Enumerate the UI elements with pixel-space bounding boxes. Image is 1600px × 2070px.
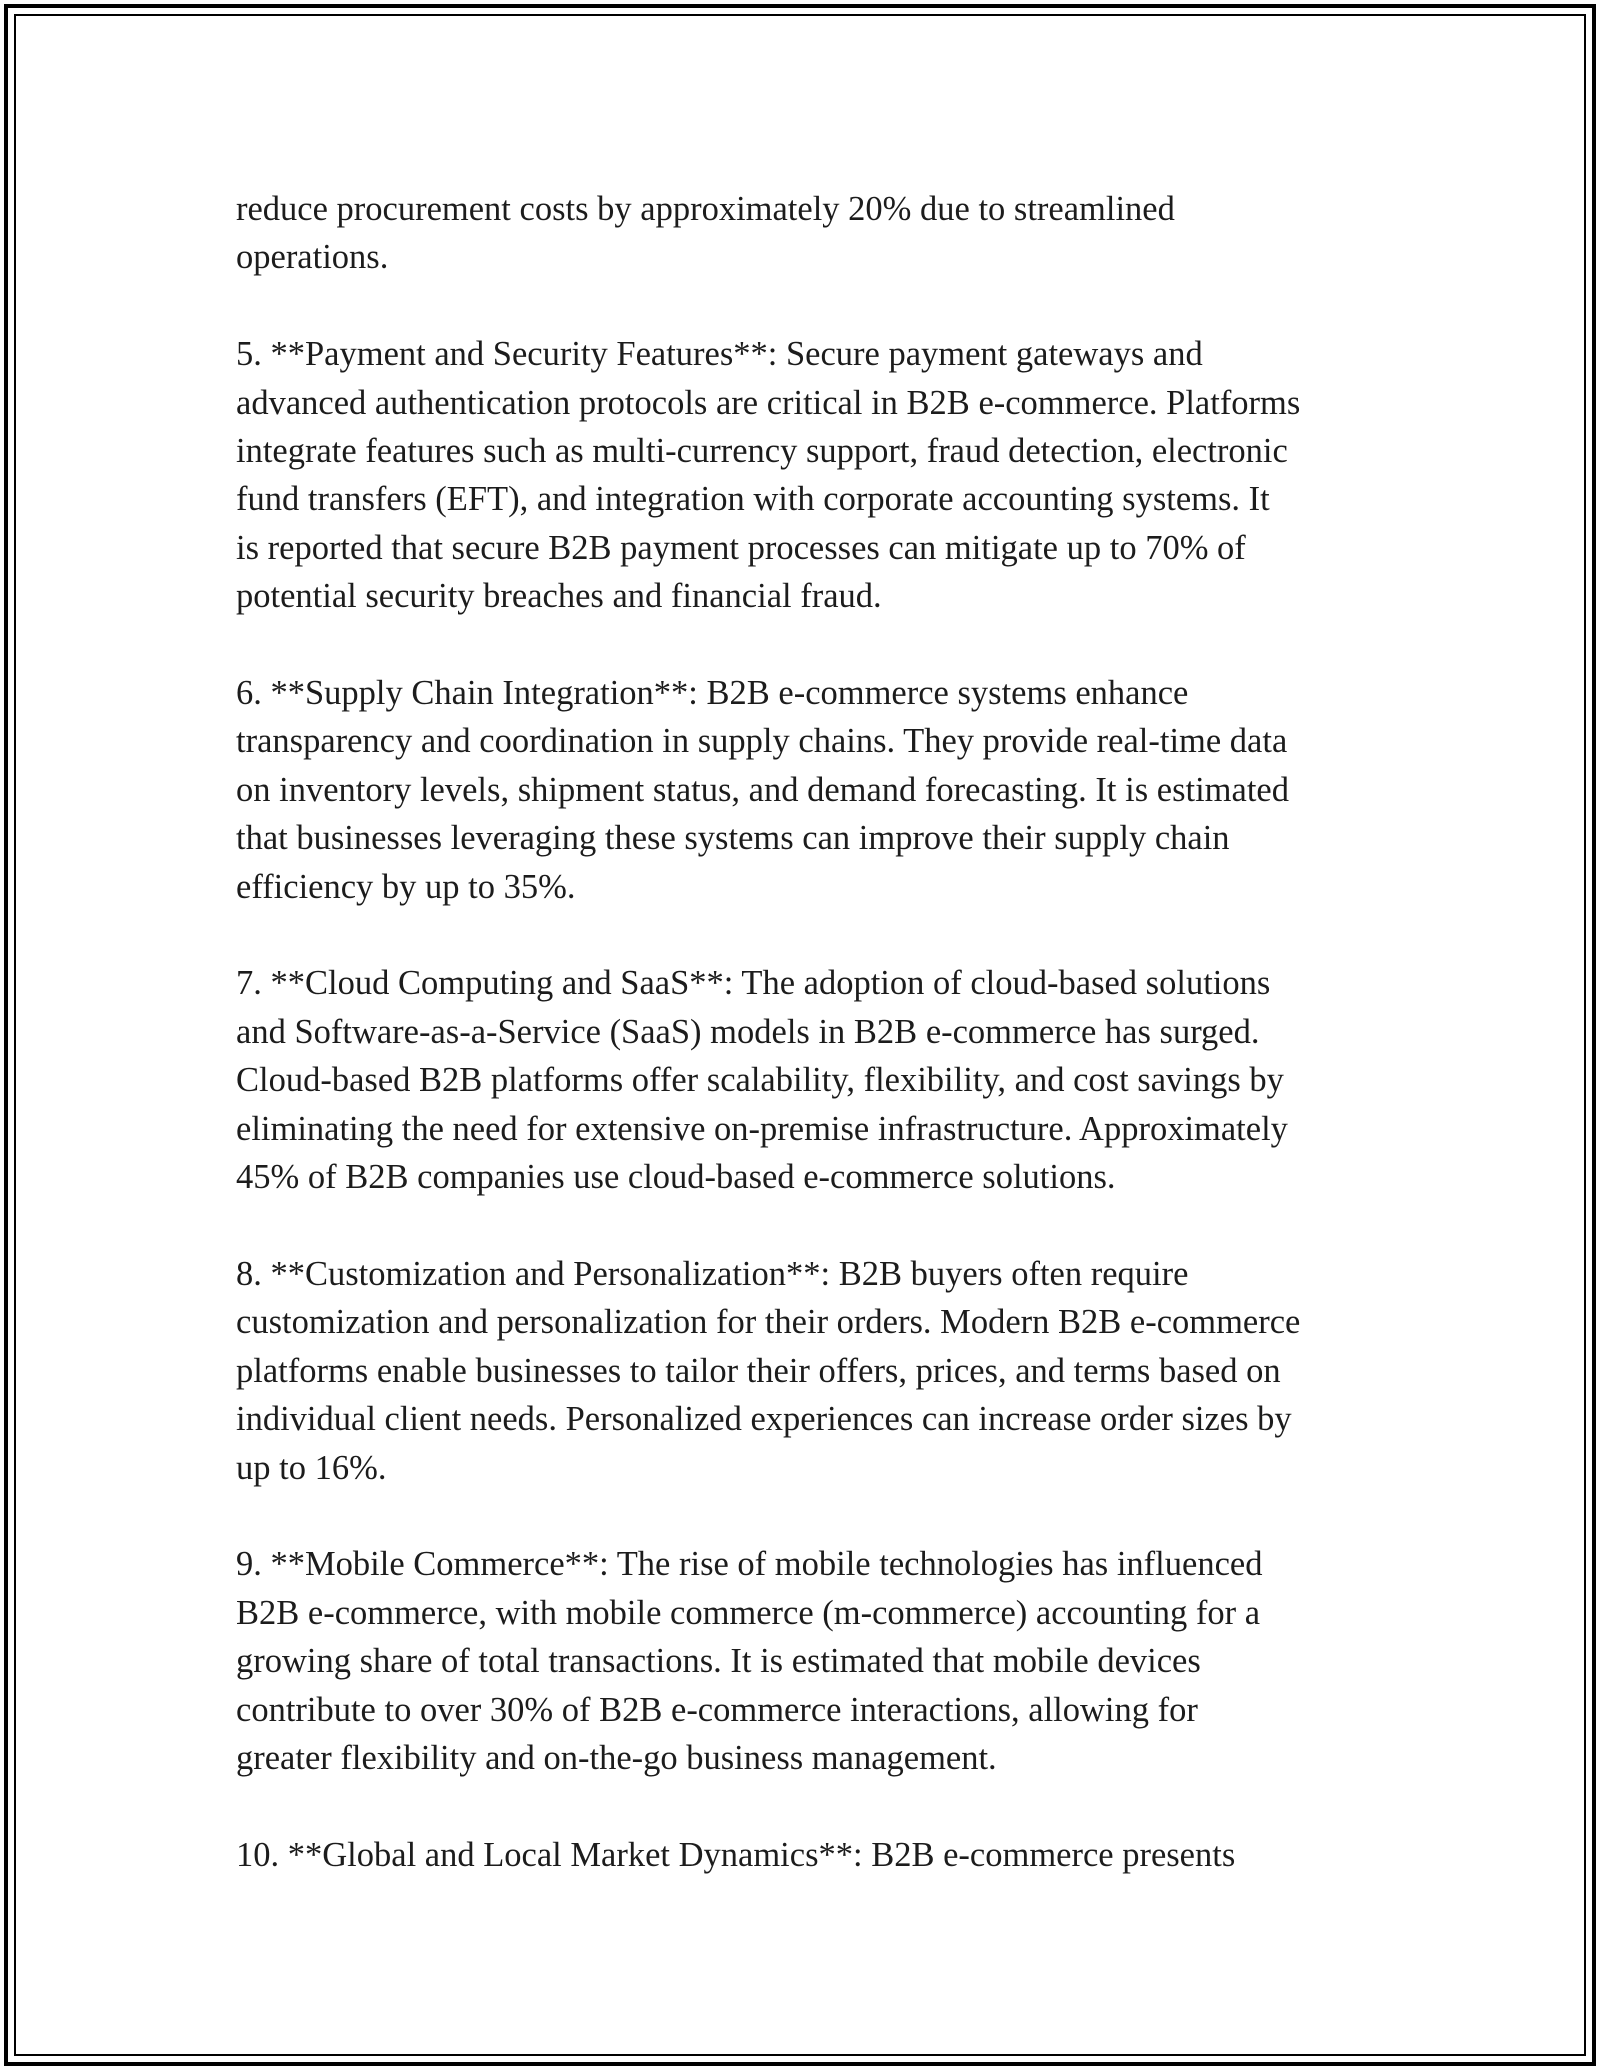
document-body: [236, 185, 1386, 1879]
paragraph-mobile-commerce: 9. **Mobile Commerce**: The rise of mobile technologies has influenced B2B e-commerce, with mobile commerce (m-commerce) accounting for a growing share of total transactions. It is estimated that mobile devices contribute to over 30% of B2B e-commerce interactions, allowing for greater flexibility and on-the-go business management.: [236, 1545, 1263, 1777]
paragraph-payment-security: 5. **Payment and Security Features**: Secure payment gateways and advanced authentication protocols are critical in B2B e-commerce. Platforms integrate features such as multi-currency support, fraud detection, electronic fund transfers (EFT), and integration with corporate accounting systems. It is reported that secure B2B payment processes can mitigate up to 70% of potential security breaches and financial fraud.: [236, 335, 1301, 616]
paragraph-continuation: reduce procurement costs by approximately 20% due to streamlined operations.: [236, 190, 1175, 277]
paragraph-global-local: 10. **Global and Local Market Dynamics**: B2B e-commerce presents: [236, 1835, 1236, 1874]
paragraph-cloud-saas: 7. **Cloud Computing and SaaS**: The adoption of cloud-based solutions and Software-as-a-Service (SaaS) models in B2B e-commerce has surged. Cloud-based B2B platforms offer scalability, flexibility, and cost savings by eliminating the need for extensive on-premise infrastructure. Approximately 45% of B2B companies use cloud-based e-commerce solutions.: [236, 964, 1288, 1197]
paragraph-supply-chain: 6. **Supply Chain Integration**: B2B e-commerce systems enhance transparency and coordination in supply chains. They provide real-time data on inventory levels, shipment status, and demand forecasting. It is estimated that businesses leveraging these systems can improve their supply chain efficiency by up to 35%.: [236, 674, 1289, 906]
paragraph-customization: 8. **Customization and Personalization**: B2B buyers often require customization and personalization for their orders. Modern B2B e-commerce platforms enable businesses to tailor their offers, prices, and terms based on individual client needs. Personalized experiences can increase order sizes by up to 16%.: [236, 1254, 1301, 1487]
